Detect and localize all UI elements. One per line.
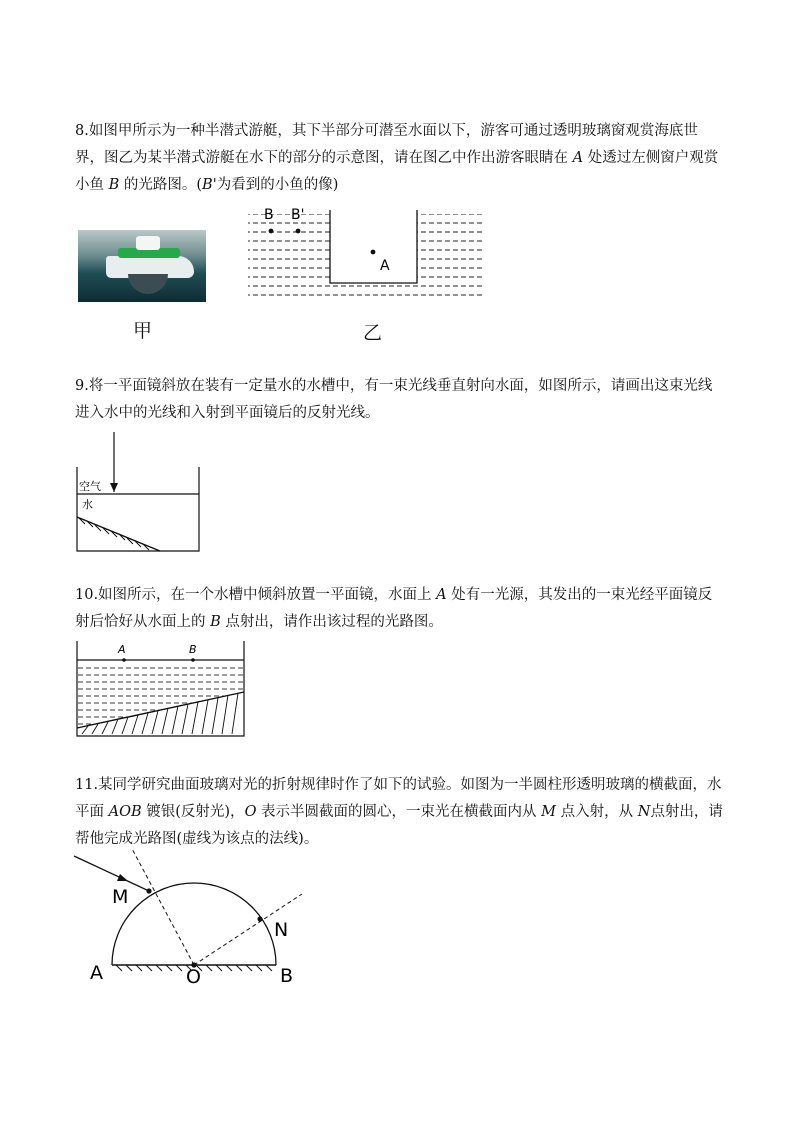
figure-9 [70, 430, 210, 555]
water-right [417, 214, 485, 302]
question-11-text: 11.某同学研究曲面玻璃对光的折射规律时作了如下的试验。如图为一半圆柱形透明玻璃的横截面，水平面 AOB 镀银(反射光)，O 表示半圆截面的圆心，一束光在横截面内从 M 点入射，从 N点射出，请帮他完成光路图(虚线为该点的法线)。 [75, 777, 723, 847]
label-A: A [118, 643, 126, 656]
fish-image-Bp-dot [296, 229, 301, 234]
label-B-prime: B' [291, 207, 305, 223]
label-B: B [189, 643, 197, 656]
label-M: M [112, 886, 129, 908]
figure-10 [70, 636, 250, 744]
question-8-text: 8.如图甲所示为一种半潜式游艇，其下半部分可潜至水面以下，游客可通过透明玻璃窗观赏海底世界，图乙为某半潜式游艇在水下的部分的示意图，请在图乙中作出游客眼睛在 A 处透过左侧窗户观赏小鱼 B 的光路图。(B'为看到的小鱼的像) [75, 123, 719, 193]
point-N-dot [257, 916, 262, 921]
yacht-cabin [136, 236, 160, 250]
point-B-dot [191, 658, 195, 662]
yacht-cabin-outline [330, 210, 417, 283]
label-B: B [264, 207, 274, 223]
label-B: B [280, 965, 294, 987]
fish-B-dot [269, 229, 274, 234]
semi-submersible-yacht-photo [78, 230, 206, 302]
label-N: N [274, 919, 289, 941]
label-A: A [90, 962, 103, 984]
eye-A-dot [371, 250, 376, 255]
caption-yi: 乙 [363, 322, 383, 344]
incident-ray-arrow [117, 874, 128, 881]
plane-mirror [77, 517, 160, 551]
question-9-text: 9.将一平面镜斜放在装有一定量水的水槽中，有一束光线垂直射向水面，如图所示，请画出这束光线进入水中的光线和入射到平面镜后的反射光线。 [75, 378, 713, 421]
caption-jia: 甲 [133, 320, 153, 342]
normal-at-M [130, 850, 194, 965]
point-M-dot [146, 888, 151, 893]
label-O: O [186, 966, 201, 988]
figure-8-yi [245, 200, 490, 310]
incident-ray-arrow [110, 483, 118, 492]
yacht-underwater-hull [128, 274, 168, 294]
semicircle-glass [112, 883, 276, 965]
label-A: A [380, 258, 390, 274]
water-left [248, 214, 330, 302]
water-body [77, 662, 244, 736]
question-10-text: 10.如图所示，在一个水槽中倾斜放置一平面镜，水面上 A 处有一光源，其发出的一束光经平面镜反射后恰好从水面上的 B 点射出，请作出该过程的光路图。 [75, 587, 713, 630]
water-below [330, 283, 417, 302]
label-water: 水 [82, 498, 93, 511]
label-air: 空气 [79, 480, 101, 493]
figure-11 [70, 850, 310, 990]
point-A-dot [122, 658, 126, 662]
mirror-hatching [79, 518, 149, 550]
